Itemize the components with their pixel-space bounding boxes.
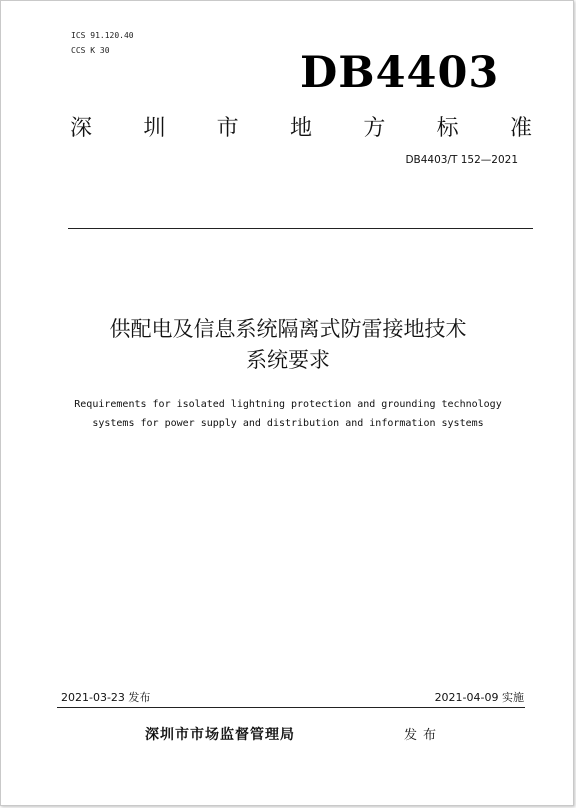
standard-type-char: 方: [363, 116, 386, 141]
implementation-date: 2021-04-09 实施: [434, 691, 524, 704]
issue-date: 2021-03-23 发布: [61, 691, 151, 704]
standard-type: [70, 111, 532, 142]
standard-code: DB4403: [300, 48, 500, 98]
standard-type-char: 深: [70, 116, 93, 141]
standard-type-char: 准: [509, 116, 532, 141]
title-chinese-line2: 系统要求: [246, 348, 330, 372]
standard-type-char: 标: [436, 116, 459, 141]
title-english-line1: Requirements for isolated lightning protection and grounding technology: [74, 399, 502, 410]
title-english-line2: systems for power supply and distribution and information systems: [92, 418, 484, 429]
release-label: 发布: [404, 728, 443, 743]
issuing-authority: 深圳市市场监督管理局: [145, 727, 295, 743]
title-english: [0, 395, 576, 433]
standard-number: DB4403/T 152—2021: [405, 154, 518, 166]
standard-type-char: 市: [216, 116, 239, 141]
title-chinese: [0, 314, 576, 376]
title-chinese-line1: 供配电及信息系统隔离式防雷接地技术: [109, 317, 467, 341]
ccs-code: CCS K 30: [71, 46, 110, 55]
standard-type-char: 地: [289, 116, 312, 141]
standard-type-char: 圳: [143, 116, 166, 141]
ics-code: ICS 91.120.40: [71, 31, 134, 40]
footer-divider: [57, 707, 525, 708]
header-divider: [68, 228, 533, 229]
